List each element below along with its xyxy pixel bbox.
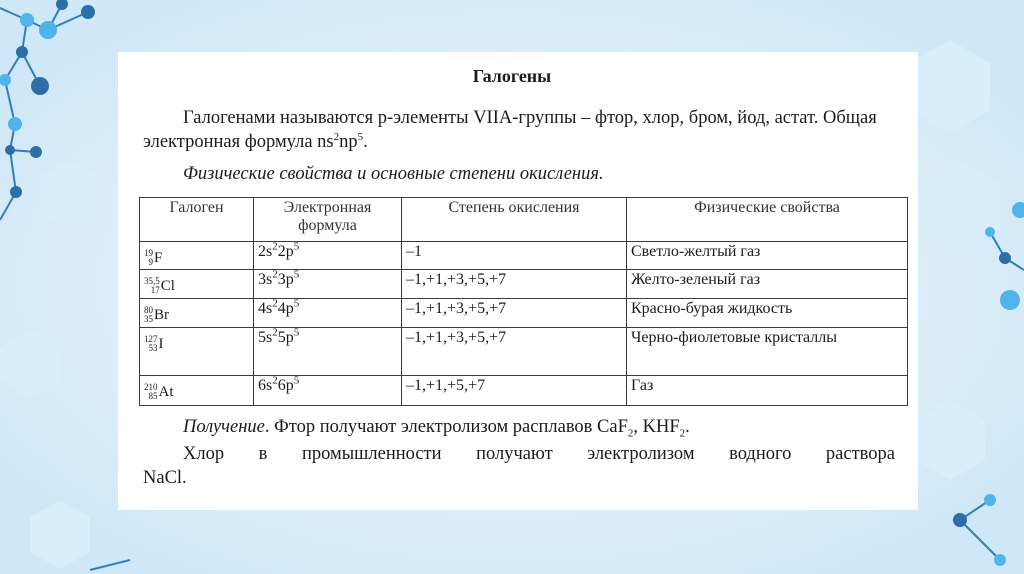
obtaining-label: Получение xyxy=(183,417,265,437)
table-row xyxy=(140,242,908,270)
formula-cell xyxy=(254,299,402,328)
element-symbol: F xyxy=(154,249,163,266)
header-oxidation: Степень окисления xyxy=(402,198,627,242)
table-caption: Физические свойства и основные степени окисления. xyxy=(183,164,604,184)
atomic-number: 85 xyxy=(148,391,158,401)
formula-exp: 5 xyxy=(293,297,300,310)
property-cell: Черно-фиолетовые кристаллы xyxy=(627,328,908,376)
oxidation-cell: –1,+1,+3,+5,+7 xyxy=(402,328,627,376)
intro-sup-2: 5 xyxy=(357,130,364,143)
formula-part: 5p xyxy=(277,329,294,346)
formula-exp: 2 xyxy=(272,297,278,310)
atomic-number: 17 xyxy=(150,285,160,295)
element-symbol: Cl xyxy=(160,277,175,294)
intro-mid: np xyxy=(339,132,358,152)
oxidation-cell: –1,+1,+3,+5,+7 xyxy=(402,270,627,299)
formula-exp: 5 xyxy=(293,268,300,281)
element-cell xyxy=(140,242,254,270)
formula-exp: 2 xyxy=(272,268,278,281)
obtaining-text: . Фтор получают электролизом расплавов CaF xyxy=(264,417,628,437)
atomic-number: 53 xyxy=(148,343,158,353)
atomic-number: 9 xyxy=(148,257,153,267)
header-formula: Электронная формула xyxy=(254,198,402,242)
table-row xyxy=(140,270,908,299)
formula-exp: 5 xyxy=(293,326,300,339)
formula-part: 6p xyxy=(277,377,294,394)
formula-exp: 2 xyxy=(272,240,278,253)
intro-text: Галогенами называются p-элементы VIIA-группы – фтор, хлор, бром, йод, астат. Общая электронная формула ns xyxy=(143,108,877,152)
obtaining-end: . xyxy=(685,417,690,437)
page-title: Галогены xyxy=(472,66,552,86)
formula-part: 2s xyxy=(258,243,273,260)
formula-part: 6s xyxy=(258,377,273,394)
header-properties: Физические свойства xyxy=(627,198,908,242)
formula-cell xyxy=(254,242,402,270)
intro-sup-1: 2 xyxy=(333,130,340,143)
halogen-table xyxy=(139,197,908,406)
formula-cell xyxy=(254,270,402,299)
table-row xyxy=(140,328,908,376)
element-cell xyxy=(140,376,254,406)
formula-part: 3p xyxy=(277,271,294,288)
element-symbol: At xyxy=(158,383,174,400)
formula-exp: 2 xyxy=(272,374,278,387)
formula-part: 5s xyxy=(258,329,273,346)
khf2-subscript: 2 xyxy=(679,427,686,440)
chlorine-line-2: NaCl. xyxy=(143,468,187,488)
intro-end: . xyxy=(363,132,368,152)
property-cell: Желто-зеленый газ xyxy=(627,270,908,299)
formula-exp: 5 xyxy=(293,240,300,253)
mass-number: 19 xyxy=(144,248,153,258)
element-symbol: Br xyxy=(154,306,169,323)
property-cell: Газ xyxy=(627,376,908,406)
formula-cell xyxy=(254,328,402,376)
formula-part: 4p xyxy=(277,300,294,317)
table-row xyxy=(140,299,908,328)
property-cell: Светло-желтый газ xyxy=(627,242,908,270)
formula-part: 4s xyxy=(258,300,273,317)
formula-exp: 5 xyxy=(293,374,300,387)
element-symbol: I xyxy=(158,335,164,352)
element-cell xyxy=(140,270,254,299)
atomic-number: 35 xyxy=(144,314,153,324)
formula-exp: 2 xyxy=(272,326,278,339)
mass-number: 35,5 xyxy=(144,276,160,286)
header-halogen: Галоген xyxy=(140,198,254,242)
oxidation-cell: –1,+1,+3,+5,+7 xyxy=(402,299,627,328)
element-cell xyxy=(140,328,254,376)
mass-number: 127 xyxy=(144,334,158,344)
intro-paragraph xyxy=(143,106,895,154)
property-cell: Красно-бурая жидкость xyxy=(627,299,908,328)
formula-part: 2p xyxy=(277,243,294,260)
chlorine-line-1: Хлор в промышленности получают электролизом водного раствора xyxy=(183,444,895,464)
obtaining-paragraph xyxy=(143,415,895,439)
oxidation-cell: –1,+1,+5,+7 xyxy=(402,376,627,406)
formula-cell xyxy=(254,376,402,406)
oxidation-cell: –1 xyxy=(402,242,627,270)
table-row xyxy=(140,376,908,406)
element-cell xyxy=(140,299,254,328)
mass-number: 80 xyxy=(144,305,153,315)
mass-number: 210 xyxy=(144,382,158,392)
formula-part: 3s xyxy=(258,271,273,288)
caf2-subscript: 2 xyxy=(627,427,634,440)
obtaining-text-2: , KHF xyxy=(633,417,680,437)
